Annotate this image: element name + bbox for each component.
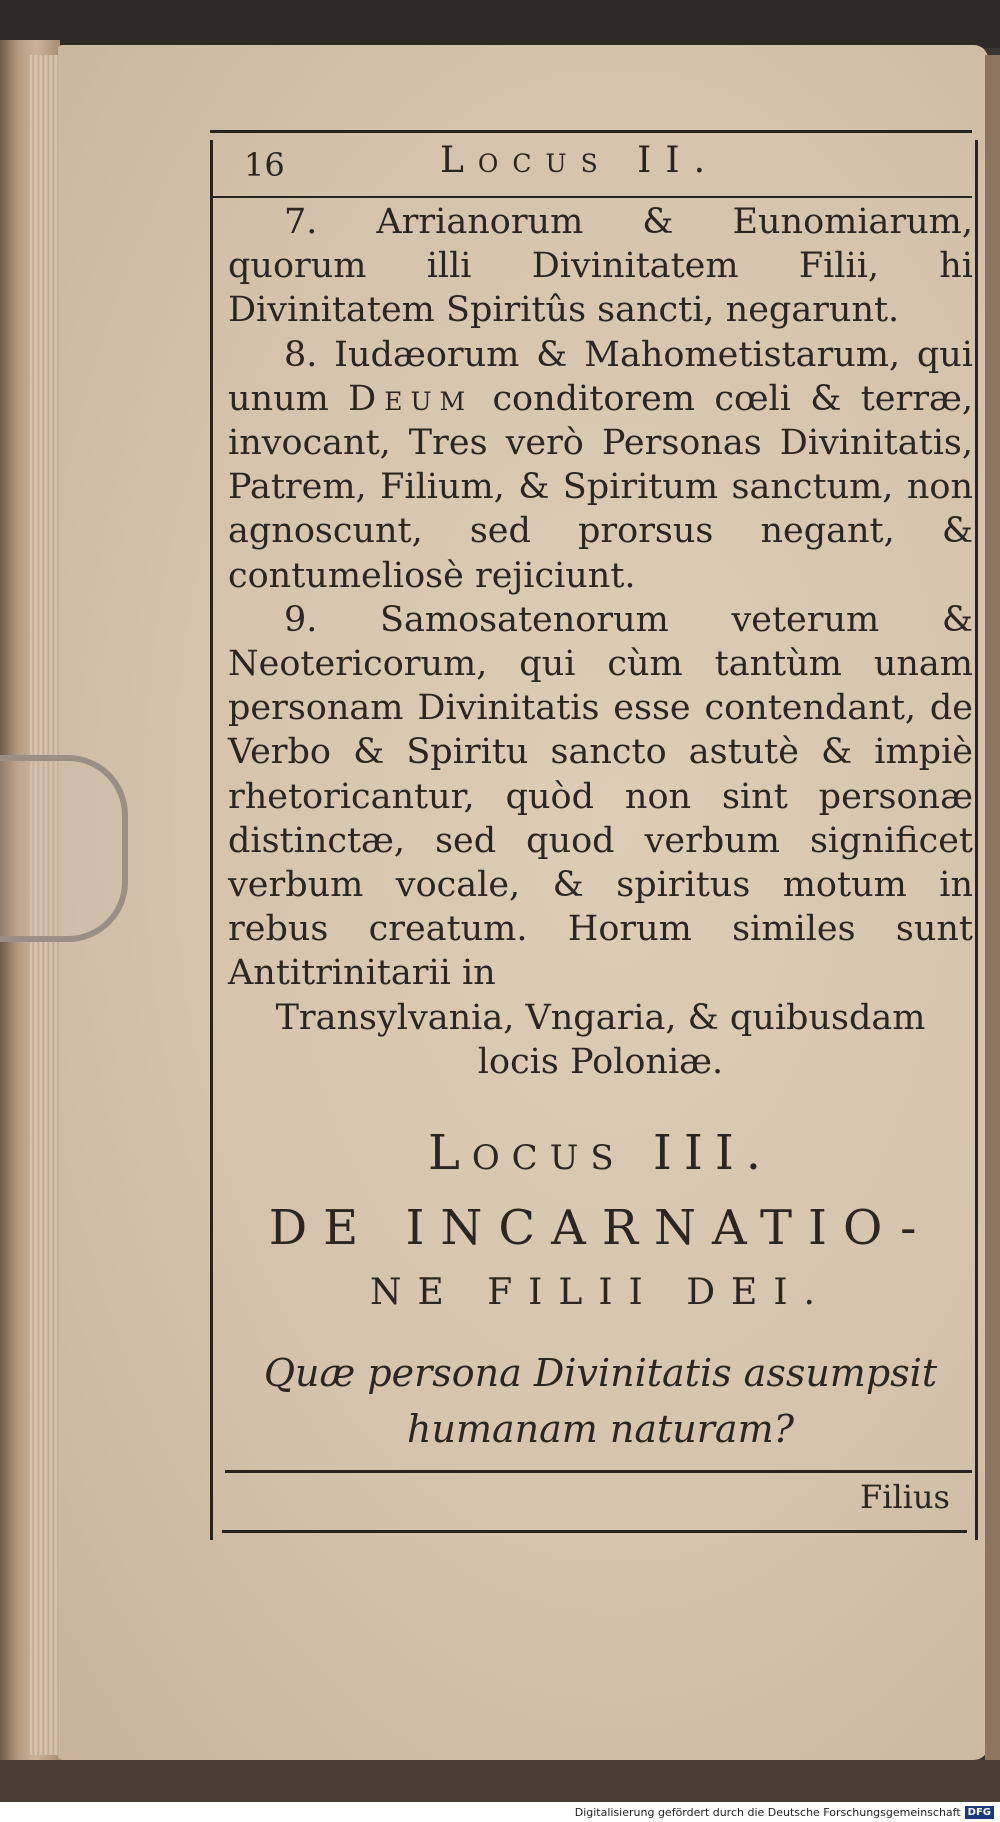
scan-background-bottom: [0, 1760, 1000, 1802]
paragraph-8-end: conditorem cœli & terræ, invocant, Tres verò Personas Divinitatis, Patrem, Filium, & Spiritum sanctum, non agnoscunt, sed prorsus negant, & contumeliosè rejiciunt.: [228, 378, 973, 596]
section-question: [228, 1345, 973, 1457]
section-subtitle: NE FILII DEI.: [369, 1272, 832, 1313]
paragraph-8: [228, 333, 973, 598]
paragraph-9: 9. Samosatenorum veterum & Neotericorum, qui cùm tantùm unam personam Divinitatis esse contendant, de Verbo & Spiritu sancto astutè & impiè rhetoricantur, quòd non sint personæ distinctæ, sed quod verbum significet verbum vocale, & spiritus motum in rebus creatum. Horum similes sunt Antitrinitarii in: [228, 599, 973, 994]
section-title: DE INCARNATIO-: [268, 1200, 933, 1256]
paragraph-7: 7. Arrianorum & Eunomiarum, quorum illi Divinitatem Filii, hi Divinitatem Spiritûs sancti, negarunt.: [228, 202, 973, 331]
body-text: [228, 200, 973, 1084]
book-right-edge: [985, 55, 1000, 1760]
paragraph-9-final-lines: Transylvania, Vngaria, & quibusdam locis Poloniæ.: [275, 997, 926, 1082]
book-clasp: [0, 755, 128, 942]
footer-credit: Digitalisierung gefördert durch die Deutsche Forschungsgemeinschaft: [574, 1805, 961, 1819]
header-rule-top: [210, 130, 972, 133]
page-number: 16: [244, 146, 285, 184]
header-rule-bottom: [210, 196, 972, 198]
question-line-1: Quæ persona Divinitatis assumpsit: [263, 1351, 938, 1395]
question-line-2: humanam naturam?: [407, 1407, 794, 1451]
section-locus: Locus III.: [427, 1125, 774, 1181]
dfg-logo-icon: DFG: [965, 1806, 994, 1819]
bottom-rule-upper: [225, 1470, 972, 1473]
catchword: Filius: [860, 1478, 950, 1516]
paragraph-8-start: 8. Iudæorum & Mahometistarum, qui unum: [228, 334, 973, 419]
deum-word: Deum: [348, 378, 474, 419]
bottom-rule-lower: [222, 1530, 967, 1533]
digitization-footer: [0, 1802, 1000, 1822]
scan-background-top: [0, 0, 1000, 48]
running-head: Locus II.: [440, 140, 720, 181]
